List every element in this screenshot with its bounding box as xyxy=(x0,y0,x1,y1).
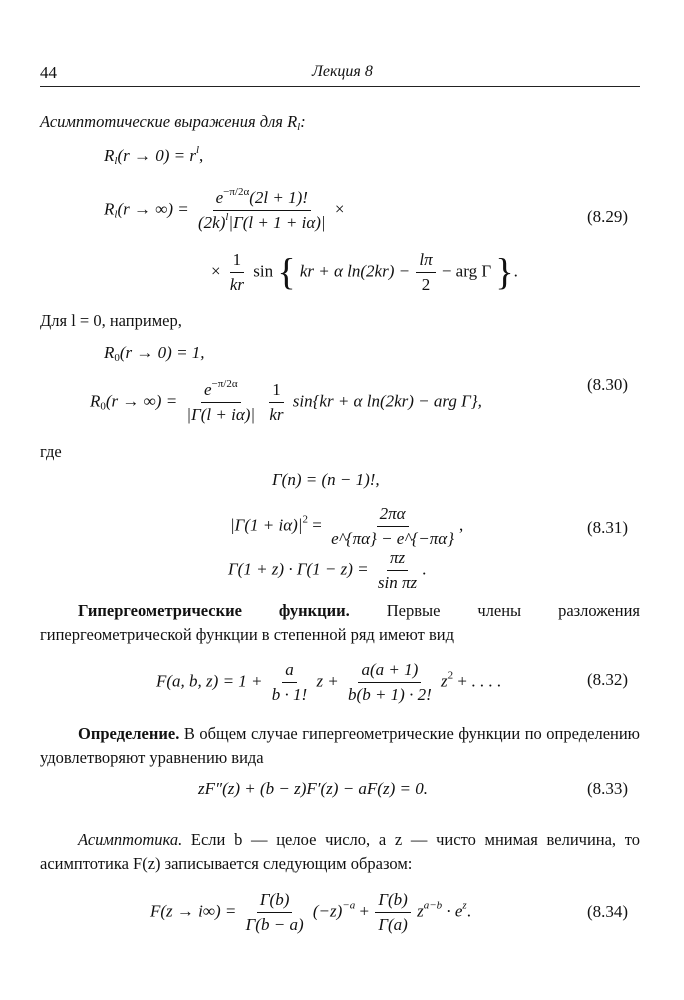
hyper-paragraph xyxy=(40,599,640,647)
intro-line xyxy=(40,110,306,134)
eq-833: zF″(z) + (b − z)F′(z) − aF(z) = 0. xyxy=(198,779,428,798)
definition-heading: Определение. xyxy=(78,724,180,743)
hyper-heading: Гипергеометрические функции. xyxy=(78,601,350,620)
eq-831-line3: Γ(1 + z) · Γ(1 − z) = $\frac{\pi z}{\text{sin πz}}$ . xyxy=(228,548,427,592)
page-number: 44 xyxy=(40,63,57,82)
definition-text: В общем случае гипергеометрические функции по определению удовлетворяют уравнению вида xyxy=(40,724,640,767)
eq-834: F(z → i∞) = $\frac{\Gamma(b)}{\Gamma(b - a)}$ $(-z)^{-a}$ + $\frac{\Gamma(b)}{\Gamma(a)}$ $z^{a-b} \cdot e^z$. xyxy=(150,890,471,934)
left-brace: { xyxy=(277,251,296,294)
eq-830-line1: $R_0(r \to 0) = 1$, xyxy=(104,343,205,364)
asymptotics-heading: Асимптотика. xyxy=(78,830,183,849)
eq-831-number: (8.31) xyxy=(587,518,629,537)
eq-829-number: (8.29) xyxy=(587,207,629,226)
header-rule xyxy=(40,86,640,87)
eq-829-line2: $R_l(r$ → ∞) = $\frac{e^{-\pi/2\alpha}(2l + 1)!}{(2k)^l|\Gamma(l + 1 + i\alpha)|}$ × xyxy=(104,186,345,232)
intro-subscript: l xyxy=(297,121,301,133)
asymptotics-text: Если b — целое число, а z — чисто мнимая величина, то асимптотика F(z) записывается следующим образом: xyxy=(40,830,640,873)
eq-831-line2: $|\Gamma(1 + i\alpha)|^2$ = $\frac{2\pi\alpha}{e\^{}\{\pi\alpha\} - e\^{}\{-\pi\alpha\}}$ , xyxy=(230,504,464,548)
eq-831-line1: Γ(n) = (n − 1)!, xyxy=(272,470,380,489)
eq-829-fraction: $\frac{e^{-\pi/2\alpha}(2l + 1)!}{(2k)^l|\Gamma(l + 1 + i\alpha)|}$ xyxy=(197,186,326,232)
right-brace: } xyxy=(495,251,514,294)
eq-832-number: (8.32) xyxy=(587,670,629,689)
intro-text: Асимптотические выражения для R xyxy=(40,112,298,131)
eq-834-number: (8.34) xyxy=(587,902,629,921)
eq-833-number: (8.33) xyxy=(587,779,629,798)
hyper-text: Первые члены разложения гипергеометрической функции в степенной ряд имеют вид xyxy=(40,601,640,644)
eq-829-line1: $R_l(r \to 0) = r^l$, xyxy=(104,144,204,167)
eq-830-line2: $R_0(r$ → ∞) = $\frac{e^{-\pi/2\alpha}}{|\Gamma(l + i\alpha)|}$ $\frac{1}{kr}$ sin{kr + α ln(2kr) − arg Γ}, xyxy=(90,378,482,424)
definition-paragraph xyxy=(40,722,640,770)
eq-830-number: (8.30) xyxy=(587,375,629,394)
where-text: где xyxy=(40,442,62,461)
asymptotics-paragraph xyxy=(40,828,640,876)
for-l0-text: Для l = 0, например, xyxy=(40,311,182,330)
running-title: Лекция 8 xyxy=(312,63,373,80)
intro-colon: : xyxy=(300,112,306,131)
eq-829-line3: × $\frac{1}{kr}$ sin { kr + α ln(2kr) − $\frac{l\pi}{2}$ − arg Γ }. xyxy=(211,250,518,294)
eq-832: F(a, b, z) = 1 + $\frac{a}{b \cdot 1!}$ z + $\frac{a(a + 1)}{b(b + 1) \cdot 2!}$ $z^2$ + . . . . xyxy=(156,660,501,704)
